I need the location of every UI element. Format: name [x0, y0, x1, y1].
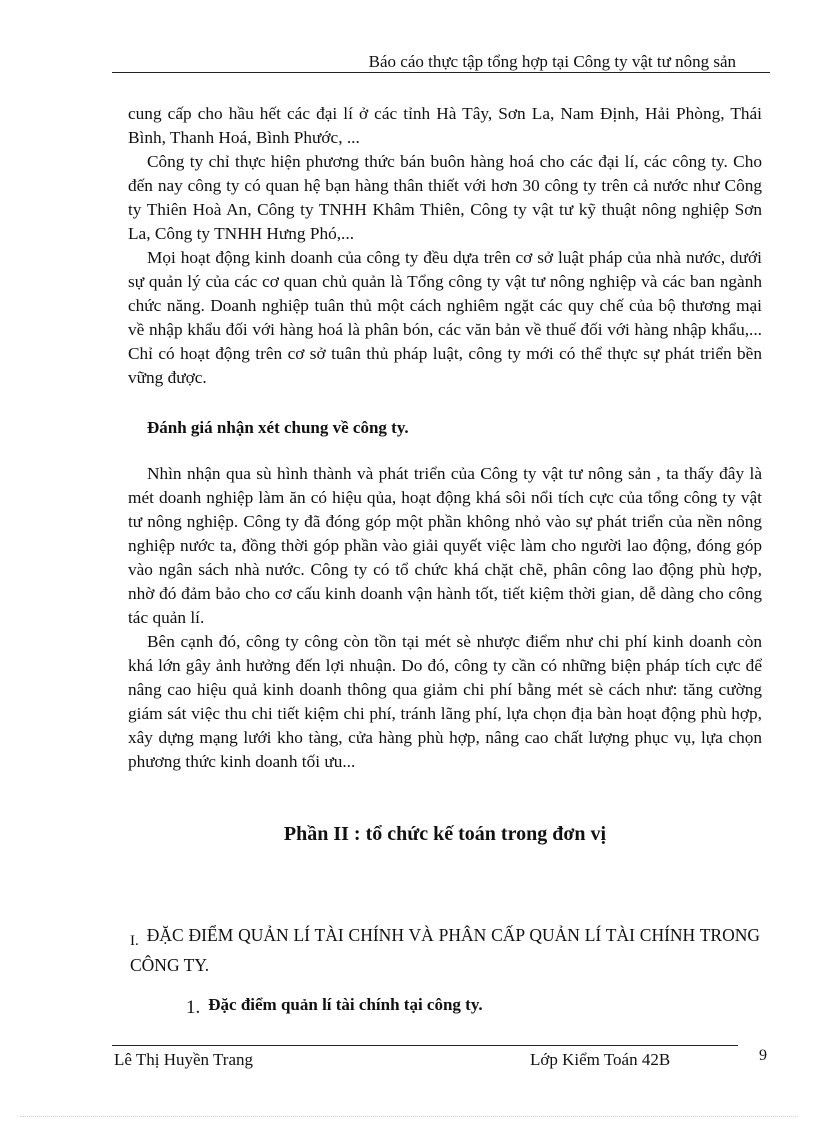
section-heading-text: ĐẶC ĐIỂM QUẢN LÍ TÀI CHÍNH VÀ PHÂN CẤP QUẢN LÍ TÀI CHÍNH TRONG CÔNG TY.	[130, 925, 760, 975]
section-heading	[130, 923, 760, 977]
paragraph-evaluation: Nhìn nhận qua sù hình thành và phát triển của Công ty vật tư nông sản , ta thấy đây là mét doanh nghiệp làm ăn có hiệu qủa, hoạt động khá sôi nổi tích cực của tổng công ty vật tư nông nghiệp. Công ty đã đóng góp một phần không nhỏ vào sự phát triển của nền nông nghiệp nước ta, đồng thời góp phần vào giải quyết việc làm cho người lao động, đóng góp vào ngân sách nhà nước. Công ty có tổ chức khá chặt chẽ, phân công lao động phù hợp, nhờ đó đảm bảo cho cơ cấu kinh doanh vận hành tốt, tiết kiệm thời gian, dễ dàng cho công tác quản lí.	[128, 464, 762, 627]
subsection-heading	[186, 995, 483, 1019]
main-content	[128, 102, 762, 846]
section-number: I.	[130, 933, 139, 949]
subsection-number: 1.	[186, 997, 201, 1018]
running-header: Báo cáo thực tập tổng hợp tại Công ty vật tư nông sản	[368, 52, 736, 71]
part-title: Phần II : tổ chức kế toán trong đơn vị	[283, 823, 607, 845]
footer-class: Lớp Kiểm Toán 42B	[530, 1050, 671, 1069]
paragraph-wholesale: Công ty chỉ thực hiện phương thức bán buôn hàng hoá cho các đại lí, các công ty. Cho đến nay công ty có quan hệ bạn hàng thân thiết với hơn 30 công ty trên cả nước như Công ty Thiên Hoà An, Công ty TNHH Khâm Thiên, Công ty vật tư kỹ thuật nông nghiệp Sơn La, Công ty TNHH Hưng Phó,...	[128, 152, 762, 243]
paragraph-weaknesses: Bên cạnh đó, công ty công còn tồn tại mét sè nhược điểm như chi phí kinh doanh còn khá lớn gây ảnh hưởng đến lợi nhuận. Do đó, công ty cần có những biện pháp tích cực để nâng cao hiệu quả kinh doanh thông qua giảm chi phí bằng mét sè cách như: tăng cường giám sát việc thu chi tiết kiệm chi phí, tránh lãng phí, lựa chọn địa bàn hoạt động phù hợp, xây dựng mạng lưới kho tàng, cửa hàng phù hợp, nâng cao chất lượng phục vụ, lựa chọn phương thức kinh doanh tối ưu...	[128, 632, 762, 771]
paragraph-legal-compliance: Mọi hoạt động kinh doanh của công ty đều dựa trên cơ sở luật pháp của nhà nước, dưới sự quản lý của các cơ quan chủ quản là Tổng công ty vật tư nông nghiệp và các ban ngành chức năng. Doanh nghiệp tuân thủ một cách nghiêm ngặt các quy chế của bộ thương mại về nhập khẩu đối với hàng hoá là phân bón, các văn bản về thuế đối với hàng nhập khẩu,... Chỉ có hoạt động trên cơ sở tuân thủ pháp luật, công ty mới có thể thực sự phát triển bền vững được.	[128, 248, 762, 387]
subsection-heading-text: Đặc điểm quản lí tài chính tại công ty.	[208, 995, 483, 1014]
header-rule	[112, 72, 770, 73]
footer-rule	[112, 1045, 738, 1046]
footer-author: Lê Thị Huyền Trang	[114, 1050, 253, 1069]
paragraph-dealers: cung cấp cho hầu hết các đại lí ở các tỉnh Hà Tây, Sơn La, Nam Định, Hải Phòng, Thái Bình, Thanh Hoá, Bình Phước, ...	[128, 104, 762, 147]
page-number: 9	[759, 1047, 767, 1064]
evaluation-heading: Đánh giá nhận xét chung về công ty.	[147, 418, 409, 437]
bottom-dotted-border	[20, 1116, 796, 1117]
